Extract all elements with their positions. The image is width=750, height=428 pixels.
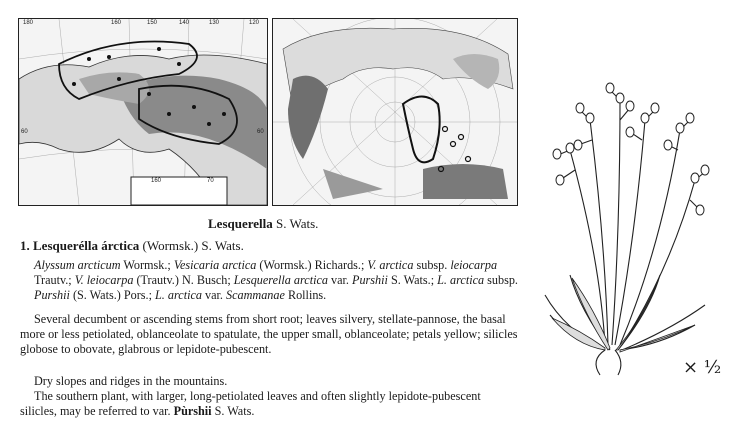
species-description: Several decumbent or ascending stems from short root; leaves silvery, stellate-pannose, the basal more or less petiolated, oblanceolate to spatulate, the upper small, oblanceolate; petals yellow; silicles globose to obovate, glabrous or lepidote-pubescent. <box>20 312 518 356</box>
map-tick-label: 180 <box>23 20 34 26</box>
variety-note-text: The southern plant, with larger, long-petiolated leaves and often slightly lepidote-pubescent silicles, may be referred to var. <box>20 389 481 418</box>
alaska-distribution-map <box>18 18 268 206</box>
synonym-name: L. arctica <box>155 288 202 302</box>
synonym-name: V. leiocarpa <box>74 273 134 287</box>
species-number: 1. <box>20 238 30 253</box>
variety-note <box>20 389 520 419</box>
circumpolar-distribution-map <box>272 18 518 206</box>
synonym-name: Purshii <box>352 273 388 287</box>
synonym-name: leiocarpa <box>450 258 498 272</box>
species-heading <box>20 238 520 253</box>
map-tick-label: 60 <box>21 129 28 135</box>
scale-label: × ½ <box>683 357 722 378</box>
polar-map-drawing <box>273 19 517 205</box>
map-tick-label: 160 <box>111 20 122 26</box>
synonym-author: (S. Wats.) Pors.; <box>72 288 152 302</box>
caption-author: S. Wats. <box>276 216 319 231</box>
plant-illustration <box>530 60 730 380</box>
synonym-author: (Wormsk.) Richards.; <box>259 258 365 272</box>
species-habitat: Dry slopes and ridges in the mountains. <box>34 374 228 388</box>
species-basionym: (Wormsk.) S. Wats. <box>142 238 244 253</box>
synonym-list <box>34 258 520 303</box>
map-tick-label: 60 <box>257 129 264 135</box>
synonym-author: Trautv.; <box>34 273 72 287</box>
variety-name: Pùrshii <box>173 404 212 418</box>
alaska-map-drawing <box>19 19 267 205</box>
synonym-name: Vesicaria arctica <box>173 258 257 272</box>
synonym-author: subsp. <box>416 258 448 272</box>
synonym-author: subsp. <box>487 273 518 287</box>
synonym-author: (Trautv.) N. Busch; <box>136 273 231 287</box>
figure-caption <box>208 216 318 232</box>
map-tick-label: 130 <box>209 20 220 26</box>
map-tick-label: 160 <box>151 178 162 184</box>
synonym-name: Lesquerella arctica <box>233 273 328 287</box>
synonym-name: Scammanae <box>226 288 285 302</box>
map-tick-label: 140 <box>179 20 190 26</box>
variety-author: S. Wats. <box>214 404 255 418</box>
synonym-name: Purshii <box>34 288 70 302</box>
synonym-author: var. <box>331 273 349 287</box>
synonym-author: Wormsk.; <box>123 258 171 272</box>
map-tick-label: 150 <box>147 20 158 26</box>
synonym-name: L. arctica <box>437 273 485 287</box>
caption-genus: Lesquerella <box>208 216 273 231</box>
synonym-author: S. Wats.; <box>390 273 435 287</box>
map-tick-label: 70 <box>207 178 214 184</box>
synonym-author: Rollins. <box>287 288 327 302</box>
map-tick-label: 120 <box>249 20 260 26</box>
synonym-author: var. <box>205 288 223 302</box>
synonym-name: V. arctica <box>367 258 414 272</box>
species-name: Lesquerélla árctica <box>33 238 140 253</box>
synonym-name: Alyssum arcticum <box>34 258 121 272</box>
